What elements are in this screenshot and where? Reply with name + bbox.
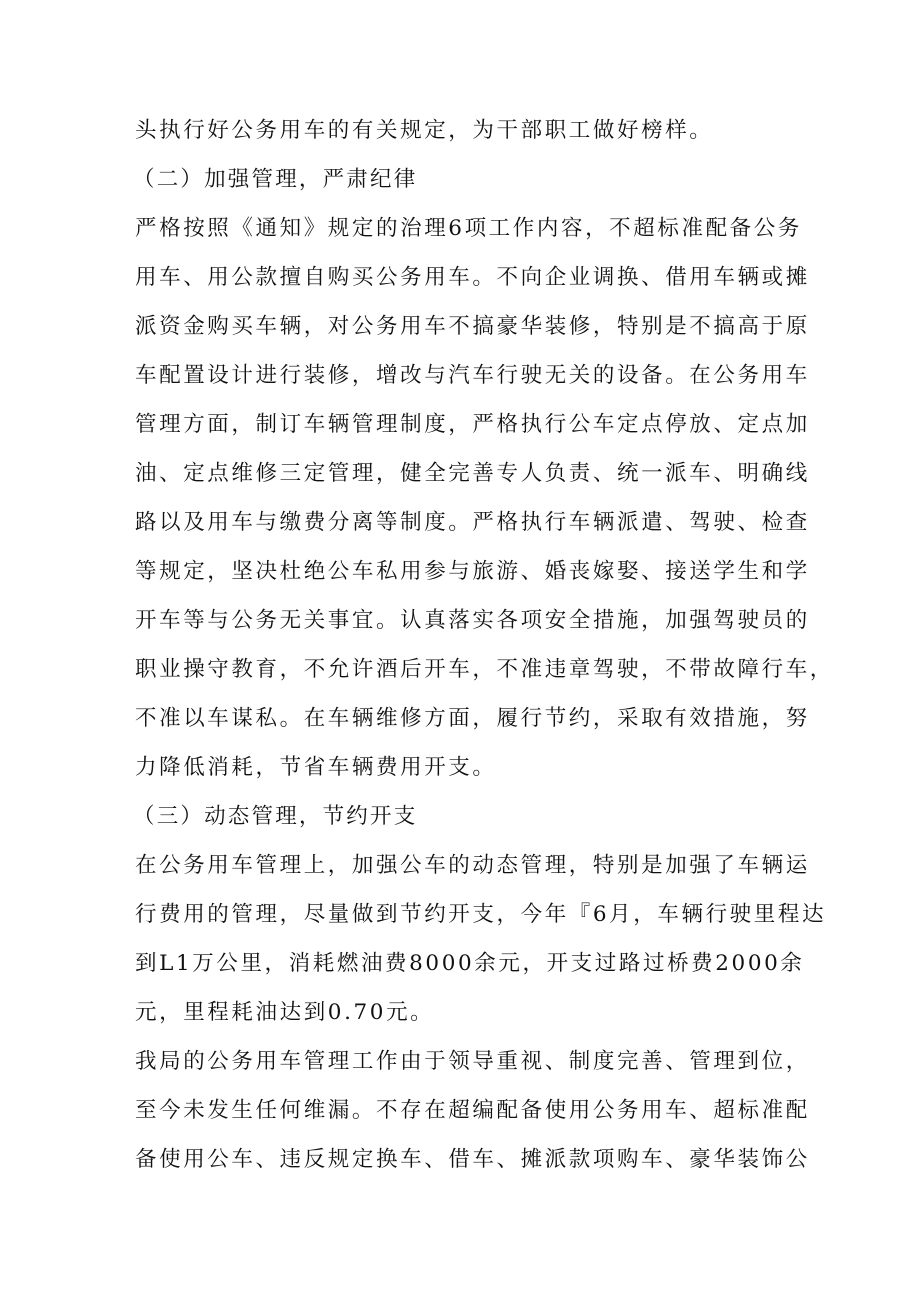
text-line: 开车等与公务无关事宜。认真落实各项安全措施，加强驾驶员的 bbox=[135, 608, 810, 633]
text-line: 行费用的管理，尽量做到节约开支，今年『6月，车辆行驶里程达 bbox=[135, 902, 827, 927]
text-line: 头执行好公务用车的有关规定，为干部职工做好榜样。 bbox=[135, 118, 714, 143]
text-line: 到L1万公里，消耗燃油费8000余元，开支过路过桥费2000余 bbox=[135, 951, 805, 976]
text-line: 我局的公务用车管理工作由于领导重视、制度完善、管理到位， bbox=[135, 1049, 810, 1074]
text-line: 路以及用车与缴费分离等制度。严格执行车辆派遣、驾驶、检查 bbox=[135, 510, 810, 535]
text-line: 不准以车谋私。在车辆维修方面，履行节约，采取有效措施，努 bbox=[135, 706, 810, 731]
text-line: 备使用公车、违反规定换车、借车、摊派款项购车、豪华装饰公 bbox=[135, 1147, 810, 1172]
text-line: 职业操守教育，不允许酒后开车，不准违章驾驶，不带故障行车， bbox=[135, 657, 834, 682]
text-line: 用车、用公款擅自购买公务用车。不向企业调换、借用车辆或摊 bbox=[135, 265, 810, 290]
text-line: 元，里程耗油达到0.70元。 bbox=[135, 1000, 435, 1025]
text-line: 等规定，坚决杜绝公车私用参与旅游、婚丧嫁娶、接送学生和学 bbox=[135, 559, 810, 584]
text-line: 车配置设计进行装修，增改与汽车行驶无关的设备。在公务用车 bbox=[135, 363, 810, 388]
text-line: 油、定点维修三定管理，健全完善专人负责、统一派车、明确线 bbox=[135, 461, 810, 486]
section-heading: （三）动态管理，节约开支 bbox=[133, 804, 418, 829]
text-line: 管理方面，制订车辆管理制度，严格执行公车定点停放、定点加 bbox=[135, 412, 810, 437]
text-line: 至今未发生任何维漏。不存在超编配备使用公务用车、超标准配 bbox=[135, 1098, 810, 1123]
text-line: 力降低消耗，节省车辆费用开支。 bbox=[135, 755, 497, 780]
text-line: 派资金购买车辆，对公务用车不搞豪华装修，特别是不搞高于原 bbox=[135, 314, 810, 339]
text-line: 严格按照《通知》规定的治理6项工作内容，不超标准配备公务 bbox=[135, 216, 802, 241]
section-heading: （二）加强管理，严肃纪律 bbox=[133, 167, 418, 192]
text-line: 在公务用车管理上，加强公车的动态管理，特别是加强了车辆运 bbox=[135, 853, 810, 878]
